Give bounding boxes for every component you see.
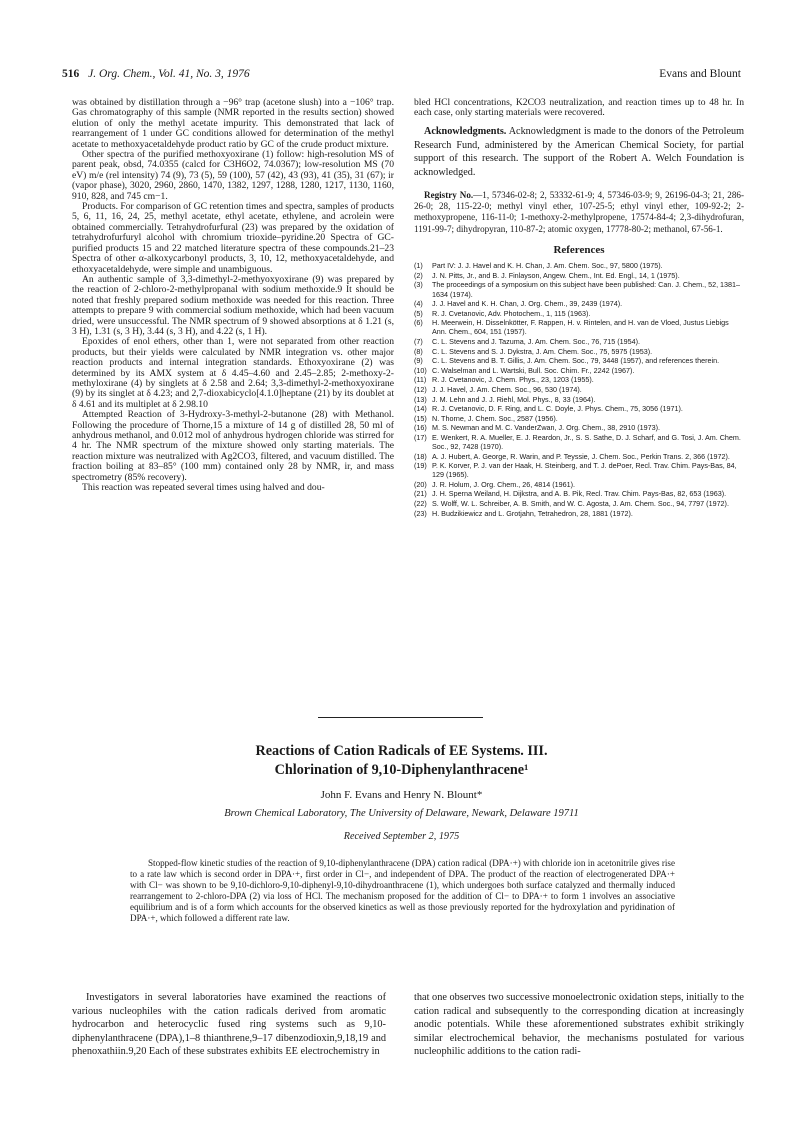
registry-numbers — [414, 190, 744, 235]
reference-number: (6) — [414, 318, 423, 328]
reference-text: R. J. Cvetanovic, D. F. Ring, and L. C. Doyle, J. Phys. Chem., 75, 3056 (1971). — [432, 404, 683, 414]
body-text-right: that one observes two successive monoelectronic oxidation steps, initially to the cation radical and subsequently to the corresponding dication at increasingly anodic potentials. While these aforementioned substrates exhibit strikingly similar electrochemical behavior, the mechanisms postulated for various nucleophilic additions to the cation radi- — [414, 992, 744, 1058]
reference-item — [414, 347, 744, 356]
reference-number: (18) — [414, 451, 427, 461]
paragraph: Products. For comparison of GC retention times and spectra, samples of products 5, 6, 11, 16, 24, 25, methyl acetate, ethyl acetate, ethylene, and acrolein were obtained commercially. Tetrahydrofurfural (23) was prepared by the oxidation of tetrahydrofurfuryl alcohol with chromium trioxide–pyridine.20 Spectra of GC-purified products 15 and 22 matched literature spectra of these compounds.21–23 Spectra of other α-alkoxycarbonyl products, 3, 10, 12, methoxyacetaldehyde, and ethoxyacetaldehyde, were simple and unambiguous. — [72, 201, 395, 275]
registry-heading: Registry No. — [424, 190, 474, 200]
reference-number: (10) — [414, 365, 427, 375]
reference-number: (1) — [414, 261, 423, 271]
article-authors: John F. Evans and Henry N. Blount* — [320, 789, 483, 801]
reference-number: (5) — [414, 308, 423, 318]
reference-item — [414, 309, 744, 318]
reference-number: (20) — [414, 479, 427, 489]
header-authors: Evans and Blount — [659, 68, 741, 80]
reference-text: C. L. Stevens and B. T. Gillis, J. Am. Chem. Soc., 79, 3448 (1957), and references therein. — [432, 356, 720, 366]
paragraph: Attempted Reaction of 3-Hydroxy-3-methyl-2-butanone (28) with Methanol. Following the procedure of Thorne,15 a mixture of 14 g of distilled 28, 50 ml of anhydrous methanol, and 0.012 mol of anhydrous hydrogen chloride was stirred for 4 hr. The NMR spectrum of the mixture showed only starting materials. The reaction mixture was neutralized with Ag2CO3, filtered, and vacuum distilled. The fraction boiling at 83–85° (100 mm) contained only 28 by NMR, ir, and mass spectrometry (85% recovery). — [72, 409, 394, 483]
ack-heading: Acknowledgments. — [424, 125, 507, 137]
affiliation: Brown Chemical Laboratory, The University of Delaware, Newark, Delaware 19711 — [224, 808, 579, 819]
reference-item — [414, 395, 744, 404]
reference-item — [414, 404, 744, 413]
continuation-paragraph: bled HCl concentrations, K2CO3 neutralization, and reaction times up to 48 hr. In each case, only starting materials were recovered. — [414, 97, 744, 119]
reference-text: S. Wolff, W. L. Schreiber, A. B. Smith, and W. C. Agosta, J. Am. Chem. Soc., 94, 7797 (1972). — [432, 499, 729, 509]
reference-item — [414, 318, 744, 336]
right-column — [414, 98, 744, 518]
reference-item — [414, 366, 744, 375]
reference-text: J. J. Havel, J. Am. Chem. Soc., 96, 530 (1974). — [432, 384, 582, 394]
reference-text: J. M. Lehn and J. J. Riehl, Mol. Phys., 8, 33 (1964). — [432, 394, 596, 404]
reference-text: N. Thorne, J. Chem. Soc., 2587 (1956). — [432, 413, 558, 423]
reference-text: C. L. Stevens and J. Tazuma, J. Am. Chem. Soc., 76, 715 (1954). — [432, 336, 641, 346]
reference-text: J. H. Sperna Weiland, H. Dijkstra, and A. B. Pik, Recl. Trav. Chim. Pays-Bas, 82, 653 (1963). — [432, 489, 727, 499]
reference-number: (3) — [414, 280, 423, 290]
abstract: Stopped-flow kinetic studies of the reaction of 9,10-diphenylanthracene (DPA) cation radical (DPA·+) with chloride ion in acetonitrile gives rise to a rate law which is second order in DPA·+, first order in Cl−, and independent of DPA. The product of the reaction of electrogenerated DPA·+ with Cl− was shown to be 9,10-dichloro-9,10-diphenyl-9,10-dihydroanthracene (1), which undergoes both surface catalyzed and thermally induced rearrangement to 2-chloro-DPA (2) via loss of HCl. The mechanism proposed for the addition of Cl− to DPA·+ to form 1 involves an associative equilibrium and is of a form which accounts for the observed kinetics as well as those previously reported for the hydroxylation and pyridination of DPA·+, which followed a different rate law. — [130, 858, 675, 923]
reference-number: (19) — [414, 461, 427, 471]
reference-item — [414, 375, 744, 384]
reference-number: (9) — [414, 356, 423, 366]
reference-text: C. Walselman and L. Wartski, Bull. Soc. Chim. Fr., 2242 (1967). — [432, 365, 635, 375]
running-header — [62, 68, 741, 84]
reference-text: J. R. Holum, J. Org. Chem., 26, 4814 (1961). — [432, 479, 576, 489]
page-number: 516 — [62, 68, 80, 80]
reference-item — [414, 489, 744, 498]
reference-text: E. Wenkert, R. A. Mueller, E. J. Reardon, Jr., S. S. Sathe, D. J. Scharf, and G. Tosi, J. Am. Chem. Soc., 92, 7428 (1970). — [432, 432, 741, 451]
section-divider — [318, 717, 483, 718]
reference-number: (21) — [414, 489, 427, 499]
reference-number: (2) — [414, 270, 423, 280]
references-title: References — [553, 243, 605, 256]
reference-item — [414, 499, 744, 508]
paragraph: An authentic sample of 3,3-dimethyl-2-methyoxyoxirane (9) was prepared by the reaction of 2-chloro-2-methylpropanal with sodium methoxide.9 It should be noted that freshly prepared sodium methoxide was needed for this reaction. Three attempts to prepare 9 with commercial sodium methoxide, which had been vacuum dried, were unsuccessful. The NMR spectrum of 9 showed absorptions at δ 1.21 (s, 3 H), 1.31 (s, 3 H), 3.44 (s, 3 H), and 4.22 (s, 1 H). — [72, 273, 394, 337]
reference-text: C. L. Stevens and S. J. Dykstra, J. Am. Chem. Soc., 75, 5975 (1953). — [432, 346, 653, 356]
reference-item — [414, 414, 744, 423]
journal-citation: J. Org. Chem., Vol. 41, No. 3, 1976 — [88, 68, 250, 80]
paragraph: Epoxides of enol ethers, other than 1, were not separated from other reaction products, but their yields were calculated by NMR integration vs. other major reaction products and internal integration standards. Ethoxyoxirane (2) was determined by its AMX system at δ 4.45–4.60 and 2.45–2.85; 2-methoxy-2-methyloxirane (4) by singlets at δ 2.58 and 2.64; 3,3-dimethyl-2-methoxyoxirane (9) by its singlet at δ 4.23; and 2,7-dioxabicyclo[4.1.0]heptane (21) by its doublet at δ 4.61 and its multiplet at δ 2.98.10 — [72, 336, 394, 410]
title-line-2: Chlorination of 9,10-Diphenylanthracene¹ — [274, 762, 529, 778]
left-column — [72, 98, 394, 493]
reference-text: Part IV: J. J. Havel and K. H. Chan, J. Am. Chem. Soc., 97, 5800 (1975). — [432, 261, 663, 271]
reference-number: (4) — [414, 299, 423, 309]
reference-number: (12) — [414, 384, 427, 394]
reference-number: (8) — [414, 346, 423, 356]
reference-text: J. N. Pitts, Jr., and B. J. Finlayson, Angew. Chem., Int. Ed. Engl., 14, 1 (1975). — [432, 270, 680, 280]
registry-text: —1, 57346-02-8; 2, 53332-61-9; 4, 57346-03-9; 9, 26196-04-3; 21, 286-26-0; 28, 115-22-0; methyl vinyl ether, 107-25-5; ethyl vinyl ether, 109-92-2; 2-methoxypropene, 116-11-0; 1-methoxy-2-methylpropene, 17574-84-4; 2,3-dihydrofuran, 1191-99-7; dihydropyran, 110-87-2; atomic oxygen, 17778-80-2; methanol, 67-56-1. — [414, 190, 744, 234]
reference-number: (13) — [414, 394, 427, 404]
reference-number: (14) — [414, 404, 427, 414]
ack-text: Acknowledgment is made to the donors of the Petroleum Research Fund, administered by the American Chemical Society, for partial support of this research. The support of the Robert A. Welch Foundation is acknowledged. — [414, 125, 744, 179]
reference-item — [414, 261, 744, 270]
reference-item — [414, 461, 744, 479]
reference-number: (7) — [414, 336, 423, 346]
reference-text: The proceedings of a symposium on this subject have been published: Can. J. Chem., 52, 1381–1634 (1974). — [432, 280, 741, 299]
reference-text: H. Meerwein, H. Disselnkötter, F. Rappen, H. v. Rintelen, and H. van de Vloed, Justus Liebigs Ann. Chem., 604, 151 (1957). — [432, 318, 729, 337]
reference-text: M. S. Newman and M. C. VanderZwan, J. Org. Chem., 38, 2910 (1973). — [432, 423, 660, 433]
reference-item — [414, 423, 744, 432]
reference-item — [414, 452, 744, 461]
reference-item — [414, 385, 744, 394]
received-date: Received September 2, 1975 — [343, 831, 460, 842]
reference-text: R. J. Cvetanovic, Adv. Photochem., 1, 115 (1963). — [432, 308, 591, 318]
paragraph: This reaction was repeated several times using halved and dou- — [82, 482, 325, 494]
reference-item — [414, 480, 744, 489]
reference-number: (22) — [414, 499, 427, 509]
reference-item — [414, 433, 744, 451]
reference-text: A. J. Hubert, A. George, R. Warin, and P. Teyssie, J. Chem. Soc., Perkin Trans. 2, 366 (1972). — [432, 451, 730, 461]
article-title — [62, 742, 741, 780]
paragraph: was obtained by distillation through a −96° trap (acetone slush) into a −106° trap. Gas chromatography of this sample (NMR reported in the results section) showed elution of only the methyl acetate impurity. This demonstrated that lack of rearrangement of 1 under GC conditions allowed for determination of the methyl acetate to methoxyacetaldehyde product ratio by GC of the crude product mixture. — [72, 97, 394, 150]
title-line-1: Reactions of Cation Radicals of EE Systems. III. — [255, 743, 548, 759]
reference-text: R. J. Cvetanovic, J. Chem. Phys., 23, 1203 (1955). — [432, 375, 594, 385]
reference-item — [414, 356, 744, 365]
reference-number: (16) — [414, 423, 427, 433]
reference-text: P. K. Korver, P. J. van der Haak, H. Steinberg, and T. J. dePoer, Recl. Trav. Chim. Pays-Bas, 84, 129 (1965). — [432, 461, 737, 480]
reference-list — [414, 261, 744, 518]
reference-item — [414, 337, 744, 346]
reference-text: H. Budzikiewicz and L. Grotjahn, Tetrahedron, 28, 1881 (1972). — [432, 508, 633, 518]
reference-item — [414, 271, 744, 280]
header-left — [62, 68, 250, 84]
paragraph: Other spectra of the purified methoxyoxirane (1) follow: high-resolution MS of parent peak, obsd, 74.0355 (calcd for C3H6O2, 74.0367); low-resolution MS (70 eV) m/e (rel intensity) 74 (9), 73 (5), 59 (100), 57 (42), 43 (93), 41 (35), 31 (67); ir (vapor phase), 3020, 2960, 2860, 1470, 1382, 1297, 1288, 1280, 1217, 1130, 1160, 910, 828, and 745 cm−1. — [72, 149, 394, 202]
body-text-left: Investigators in several laboratories have examined the reactions of various nucleophiles with the cation radicals derived from aromatic hydrocarbon and heterocyclic fused ring systems such as 9,10-diphenylanthracene (DPA),1–8 thianthrene,9–17 dibenzodioxin,9,18,19 and phenoxathiin.9,20 Each of these substrates exhibits EE electrochemistry in — [72, 992, 386, 1058]
reference-item — [414, 280, 744, 298]
reference-text: J. J. Havel and K. H. Chan, J. Org. Chem., 39, 2439 (1974). — [432, 299, 623, 309]
reference-number: (11) — [414, 375, 427, 385]
reference-number: (17) — [414, 432, 427, 442]
acknowledgments — [414, 125, 744, 180]
reference-item — [414, 299, 744, 308]
reference-number: (15) — [414, 413, 427, 423]
reference-number: (23) — [414, 508, 427, 518]
reference-item — [414, 509, 744, 518]
